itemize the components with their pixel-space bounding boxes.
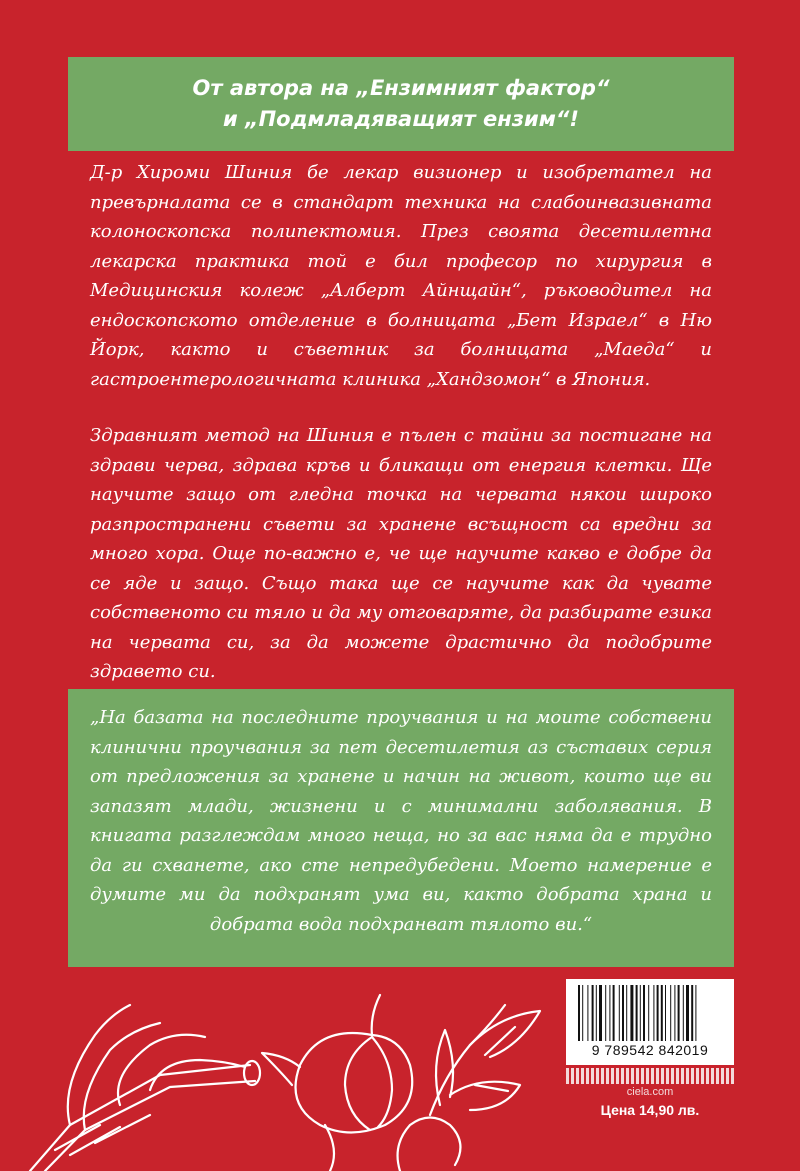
- banner-line-2: и „Подмладяващият ензим“!: [223, 107, 579, 131]
- quote-box: [68, 689, 734, 967]
- author-quote: „На базата на последните проучвания и на моите собствени клинични проучвания за пет десетилетия аз съставих серия от предложения за хранене и начин на живот, които ще ви запазят млади, жизнени и с минимални заболявания. В книгата разглеждам много неща, но за вас няма да е трудно да ги схванете, ако сте непредубедени. Моето намерение е думите ми да подхранят ума ви, както добрата храна и добрата вода подхранват тялото ви.“: [90, 707, 712, 935]
- onion-icon: [262, 995, 412, 1171]
- barcode: [566, 979, 734, 1065]
- price-label: Цена 14,90 лв.: [600, 1102, 700, 1118]
- barcode-bars: [574, 985, 726, 1041]
- banner-line-1: От автора на „Ензимният фактор“: [192, 76, 610, 100]
- publisher-website: ciela.com: [626, 1086, 674, 1098]
- publisher-logo-strip: [566, 1068, 734, 1084]
- method-description: Здравният метод на Шиния е пълен с тайни за постигане на здрави черва, здрава кръв и бликащи от енергия клетки. Ще научите защо от гледна точка на червата някои широко разпространени съвети за хранене всъщност са вредни за много хора. Още по-важно е, че ще научите какво е добре да се яде и защо. Също така ще се научите как да чувате собственото си тяло и да му отговаряте, да разбирате езика на червата си, за да можете драстично да подобрите здравето си.: [90, 425, 712, 682]
- author-bio: Д-р Хироми Шиния бе лекар визионер и изобретател на превърналата се в стандарт техника на слабоинвазивната колоноскопска полипектомия. През своята десетилетна лекарска практика той е бил професор по хирургия в Медицинския колеж „Алберт Айнщайн“, ръководител на ендоскопското отделение в болницата „Бет Израел“ в Ню Йорк, както и съветник за болницата „Маеда“ и гастроентерологичната клиника „Хандзомон“ в Япония.: [90, 162, 712, 390]
- top-banner: [68, 57, 734, 151]
- vegetables-illustration: [0, 975, 560, 1171]
- leek-icon: [30, 1005, 260, 1171]
- isbn-number: 9 789542 842019: [591, 1042, 709, 1058]
- beetroot-icon: [398, 1005, 540, 1171]
